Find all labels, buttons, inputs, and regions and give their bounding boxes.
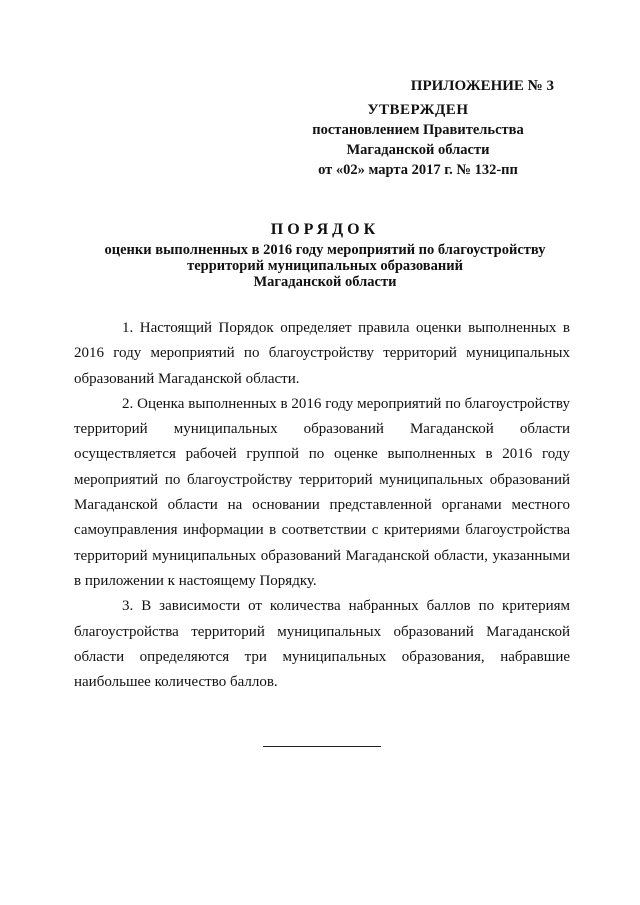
document-title-block — [80, 222, 570, 290]
document-subtitle-line-2: территорий муниципальных образований — [187, 258, 463, 274]
paragraph-1: 1. Настоящий Порядок определяет правила оценки выполненных в 2016 году мероприятий по благоустройству территорий муниципальных образований Магаданской области. — [74, 320, 570, 387]
document-title: ПОРЯДОК — [270, 221, 380, 238]
approval-date-line: от «02» марта 2017 г. № 132-пп — [318, 162, 518, 178]
document-subtitle-line-3: Магаданской области — [253, 274, 397, 290]
appendix-label: ПРИЛОЖЕНИЕ № 3 — [410, 78, 554, 94]
end-divider-line — [263, 746, 381, 747]
approval-stamp-block — [268, 76, 568, 180]
approval-decree-line: постановлением Правительства — [312, 122, 524, 138]
approved-label: УТВЕРЖДЕН — [367, 102, 469, 118]
document-body — [74, 316, 570, 695]
approval-region-line: Магаданской области — [346, 142, 490, 158]
paragraph-3: 3. В зависимости от количества набранных баллов по критериям благоустройства территорий муниципальных образований Магаданской области определяются три муниципальных образования, набравшие наибольшее количество баллов. — [74, 598, 570, 691]
document-subtitle-line-1: оценки выполненных в 2016 году мероприятий по благоустройству — [104, 242, 546, 258]
paragraph-2: 2. Оценка выполненных в 2016 году мероприятий по благоустройству территорий муниципальных образований Магаданской области осуществляется рабочей группой по оценке выполненных в 2016 году мероприятий по благоустройству территорий муниципальных образований Магаданской области на основании представленной органами местного самоуправления информации в соответствии с критериями благоустройства территорий муниципальных образований Магаданской области, указанными в приложении к настоящему Порядку. — [74, 395, 570, 589]
